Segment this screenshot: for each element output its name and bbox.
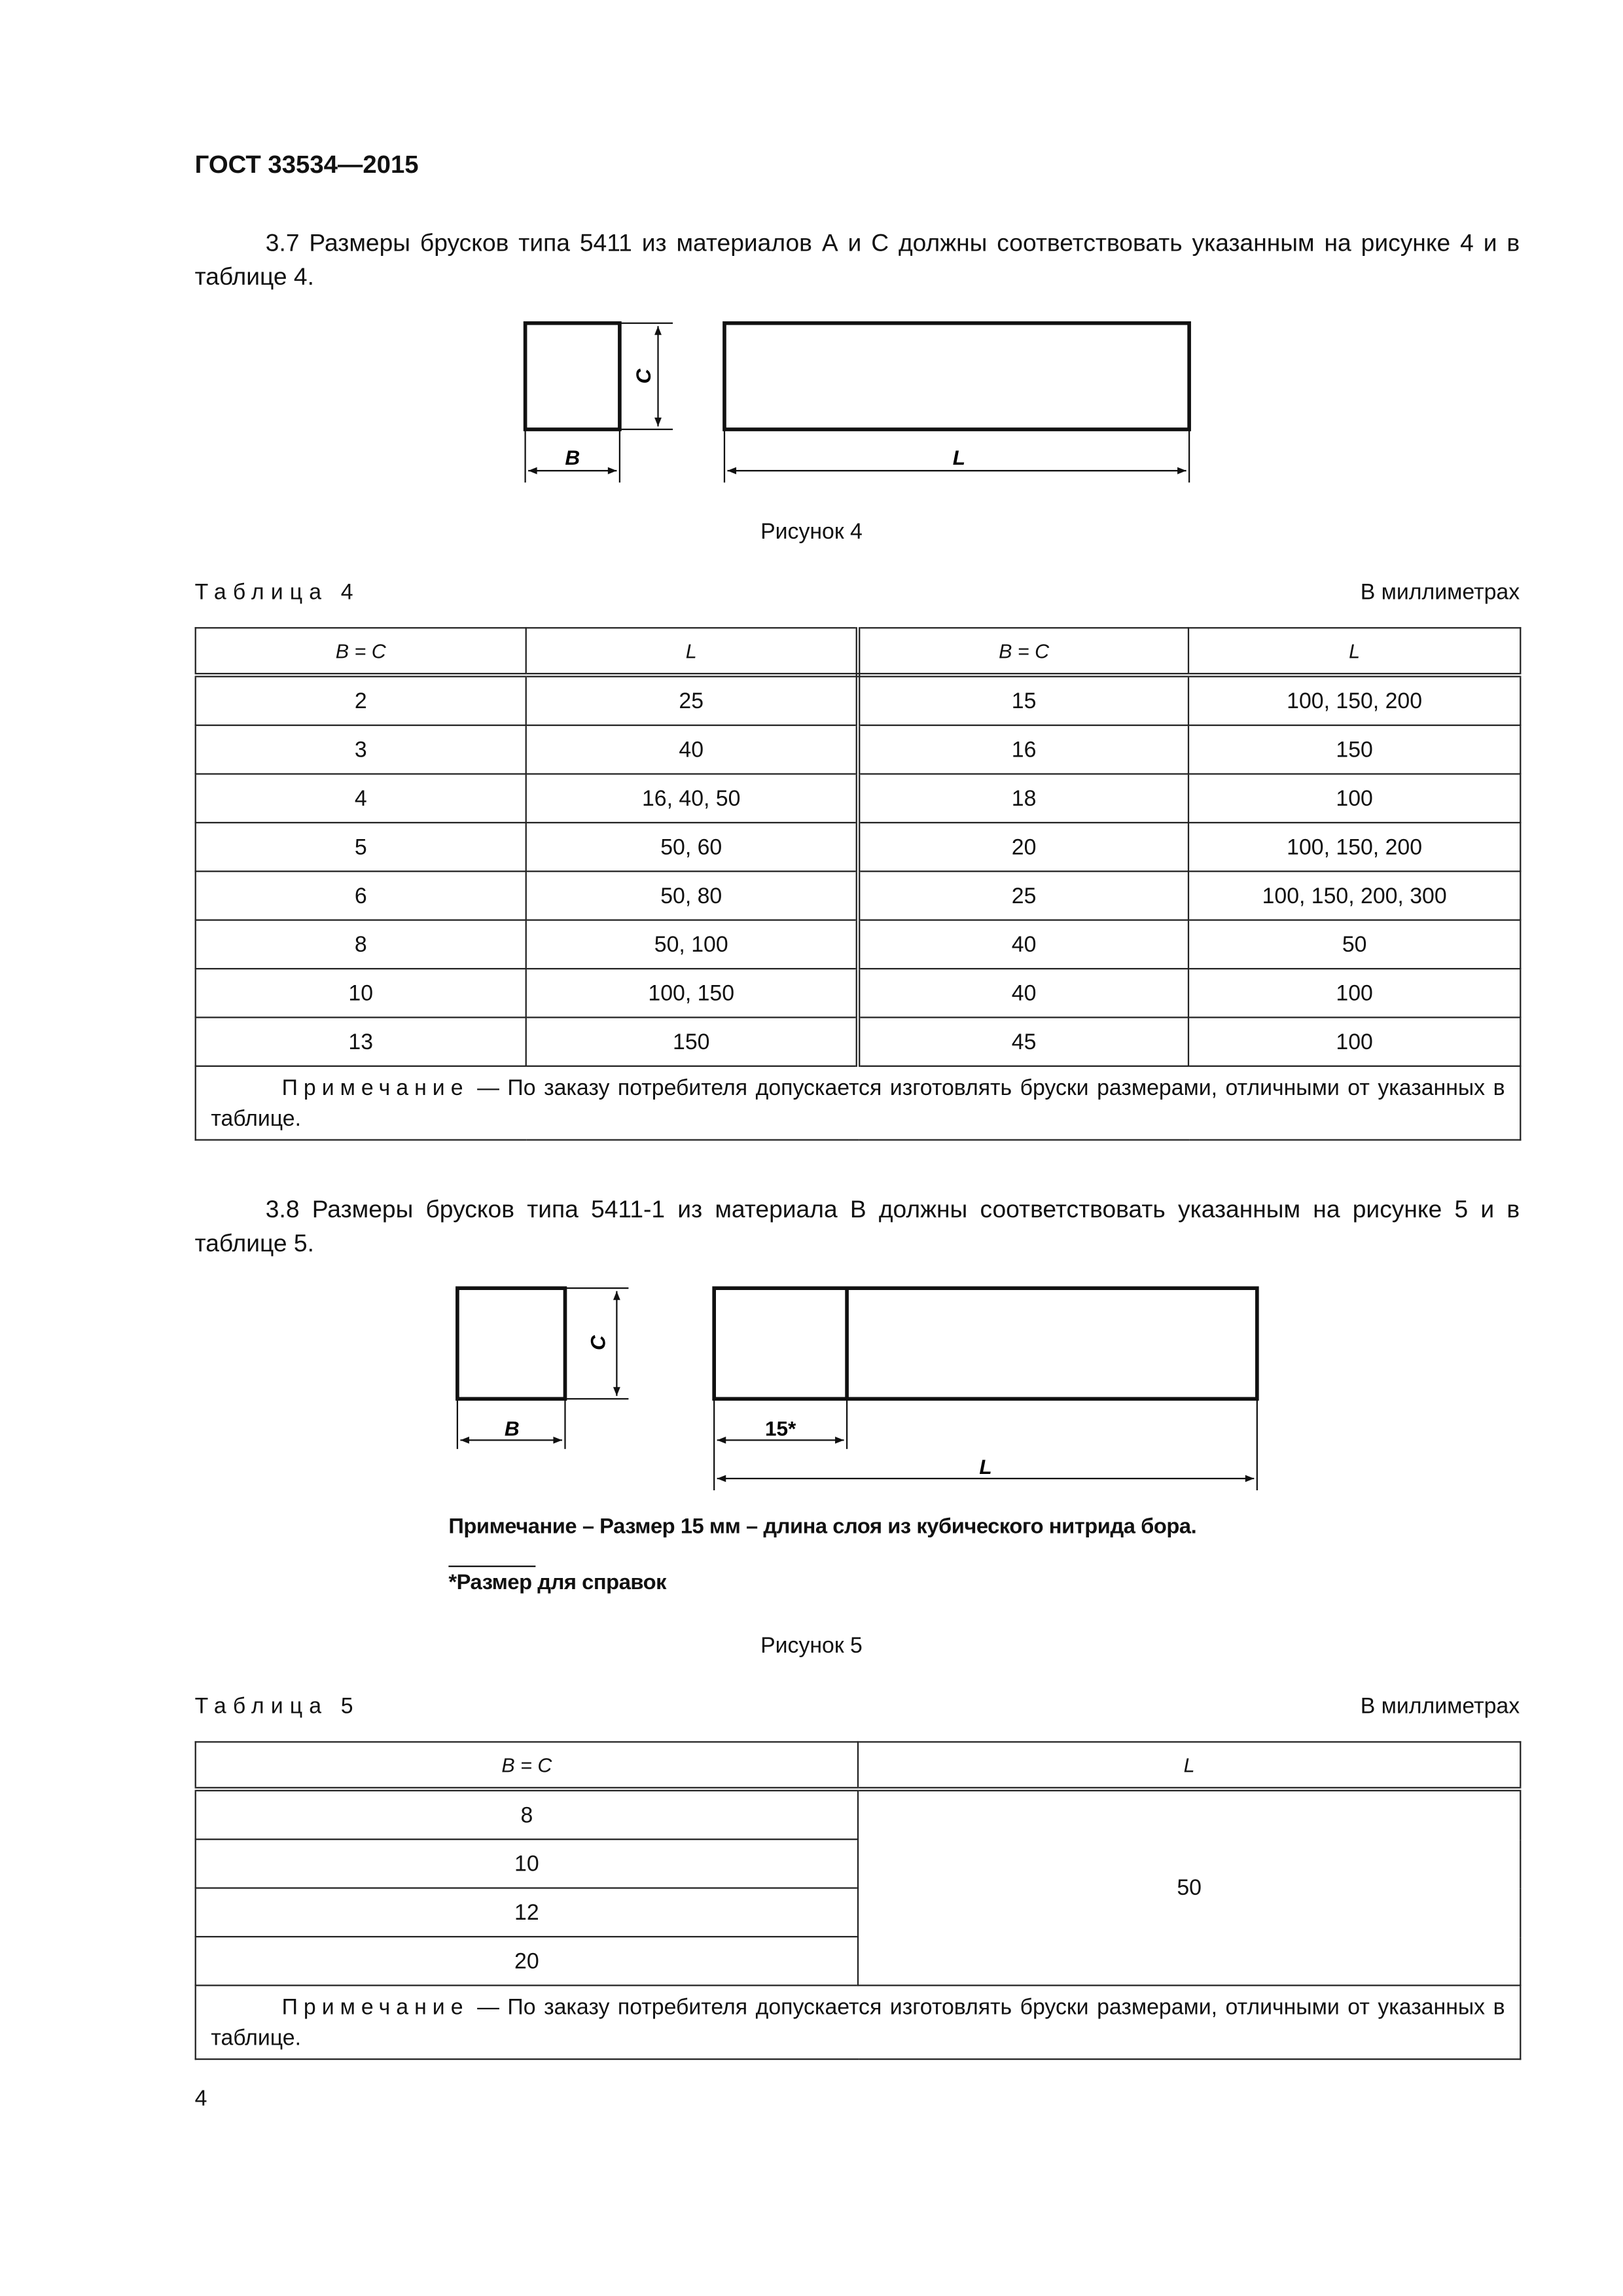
table-cell: 10 <box>196 969 526 1017</box>
table-cell: 100, 150, 200, 300 <box>1188 871 1520 920</box>
table-5-header-cell: B = C <box>196 1742 858 1789</box>
table-cell: 10 <box>196 1839 858 1888</box>
table-4-label: Таблица 4 <box>194 580 360 605</box>
table-4-note-row <box>196 1066 1521 1140</box>
table-row <box>196 871 1521 920</box>
table-5-header-row <box>196 1742 1521 1789</box>
table-cell: 3 <box>196 725 526 774</box>
table-cell: 15 <box>858 675 1188 725</box>
table-cell: 40 <box>858 969 1188 1017</box>
figure-5-side-view <box>714 1288 1257 1399</box>
table-4-header-cell: L <box>1188 628 1520 675</box>
footnote-divider <box>448 1566 535 1567</box>
table-row <box>196 675 1521 725</box>
table-4-header-cell: B = C <box>196 628 526 675</box>
figure-5-label-b: B <box>504 1416 520 1441</box>
figure-5-label-l: L <box>979 1455 992 1479</box>
table-cell: 16 <box>858 725 1188 774</box>
figure-5-cross-section <box>457 1288 565 1399</box>
table-5-note-text: — По заказу потребителя допускается изготовлять бруски размерами, отличными от указанных в таблице. <box>211 1995 1505 2051</box>
figure-5-label-c: C <box>586 1335 610 1350</box>
figure-4-drawing <box>0 302 1623 494</box>
figure-5-note-label: Примечание <box>448 1515 577 1539</box>
figure-4-cross-section <box>526 323 620 429</box>
table-cell: 6 <box>196 871 526 920</box>
table-row <box>196 969 1521 1017</box>
figure-5-footnote: *Размер для справок <box>448 1571 667 1596</box>
document-header: ГОСТ 33534—2015 <box>194 150 419 179</box>
table-4-header-cell: L <box>526 628 858 675</box>
table-5-label: Таблица 5 <box>194 1694 360 1719</box>
table-cell: 20 <box>196 1937 858 1985</box>
table-row <box>196 920 1521 969</box>
table-cell: 20 <box>858 823 1188 871</box>
table-cell: 4 <box>196 774 526 822</box>
figure-4 <box>0 302 1623 494</box>
figure-5-caption: Рисунок 5 <box>760 1633 863 1659</box>
table-cell: 25 <box>526 675 858 725</box>
table-cell: 100 <box>1188 774 1520 822</box>
figure-5-note <box>448 1515 1196 1539</box>
figure-4-caption: Рисунок 4 <box>760 519 863 545</box>
figure-4-side-view <box>724 323 1189 429</box>
table-4-note-label: Примечание <box>281 1075 469 1101</box>
table-cell: 50 <box>1188 920 1520 969</box>
table-cell: 2 <box>196 675 526 725</box>
table-cell: 18 <box>858 774 1188 822</box>
table-cell: 50, 80 <box>526 871 858 920</box>
table-5-note <box>196 1985 1521 2059</box>
figure-5-drawing <box>0 1269 1623 1498</box>
table-cell: 50, 100 <box>526 920 858 969</box>
table-row <box>196 1017 1521 1066</box>
table-5 <box>195 1741 1522 2060</box>
figure-5-label-layer: 15* <box>764 1416 796 1441</box>
figure-4-label-c: C <box>632 368 656 384</box>
table-4-units: В миллиметрах <box>1360 580 1520 605</box>
table-cell: 100, 150, 200 <box>1188 823 1520 871</box>
section-3-7-paragraph: 3.7 Размеры брусков типа 5411 из материалов А и С должны соответствовать указанным на рисунке 4 и в таблице 4. <box>194 230 1520 291</box>
table-row <box>196 774 1521 822</box>
figure-4-label-b: B <box>565 446 580 470</box>
table-cell: 100 <box>1188 969 1520 1017</box>
table-5-l-value: 50 <box>858 1789 1520 1986</box>
table-5-note-label: Примечание <box>281 1995 469 2020</box>
figure-4-label-l: L <box>952 446 966 470</box>
page-number: 4 <box>194 2086 207 2112</box>
table-row <box>196 1789 1521 1840</box>
table-cell: 50, 60 <box>526 823 858 871</box>
table-4-note-text: — По заказу потребителя допускается изготовлять бруски размерами, отличными от указанных в таблице. <box>211 1075 1505 1132</box>
table-cell: 25 <box>858 871 1188 920</box>
table-cell: 100, 150 <box>526 969 858 1017</box>
table-cell: 100 <box>1188 1017 1520 1066</box>
table-5-units: В миллиметрах <box>1360 1694 1520 1719</box>
table-cell: 40 <box>526 725 858 774</box>
figure-5 <box>0 1269 1623 1498</box>
table-cell: 8 <box>196 920 526 969</box>
table-cell: 16, 40, 50 <box>526 774 858 822</box>
table-4-header-cell: B = C <box>858 628 1188 675</box>
table-cell: 5 <box>196 823 526 871</box>
table-cell: 100, 150, 200 <box>1188 675 1520 725</box>
table-cell: 150 <box>526 1017 858 1066</box>
table-cell: 12 <box>196 1888 858 1937</box>
table-4-note <box>196 1066 1521 1140</box>
section-3-8-paragraph: 3.8 Размеры брусков типа 5411-1 из материала В должны соответствовать указанным на рисунке 5 и в таблице 5. <box>194 1196 1520 1257</box>
table-row <box>196 823 1521 871</box>
table-cell: 40 <box>858 920 1188 969</box>
table-cell: 8 <box>196 1789 858 1840</box>
table-5-header-cell: L <box>858 1742 1520 1789</box>
figure-5-note-text: – Размер 15 мм – длина слоя из кубического нитрида бора. <box>582 1515 1197 1539</box>
table-row <box>196 725 1521 774</box>
table-cell: 150 <box>1188 725 1520 774</box>
table-cell: 45 <box>858 1017 1188 1066</box>
table-4 <box>195 627 1522 1141</box>
table-5-note-row <box>196 1985 1521 2059</box>
table-cell: 13 <box>196 1017 526 1066</box>
table-4-header-row <box>196 628 1521 675</box>
